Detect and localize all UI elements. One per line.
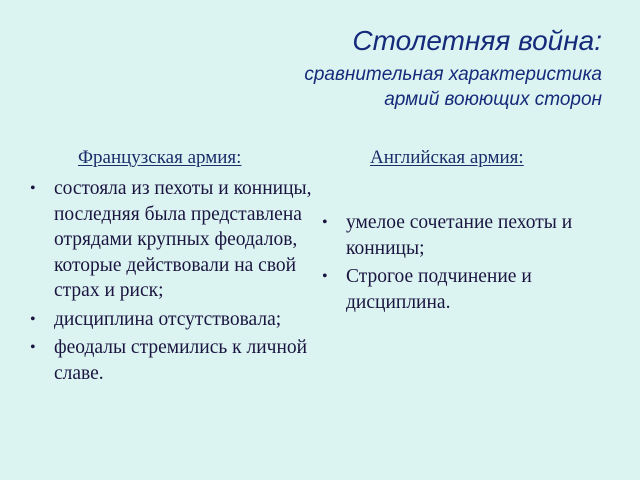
bullet-icon: • bbox=[30, 339, 36, 356]
list-item-text: дисциплина отсутствовала; bbox=[54, 308, 282, 330]
list-item bbox=[30, 335, 315, 386]
english-army-list bbox=[322, 210, 592, 318]
list-item-text: состояла из пехоты и конницы, последняя была представлена отрядами крупных феодалов, которые действовали на свой страх и риск; bbox=[54, 178, 312, 301]
list-item bbox=[30, 176, 315, 304]
list-item bbox=[322, 210, 592, 261]
slide-title: Столетняя война: bbox=[352, 25, 602, 56]
slide-subtitle bbox=[42, 62, 602, 112]
bullet-icon: • bbox=[30, 180, 36, 197]
bullet-icon: • bbox=[322, 268, 328, 285]
list-item bbox=[322, 264, 592, 315]
slide-subtitle-line1: сравнительная характеристика bbox=[304, 64, 602, 85]
french-army-heading: Французская армия: bbox=[78, 147, 242, 168]
english-army-heading: Английская армия: bbox=[370, 147, 524, 168]
slide-subtitle-line2: армий воюющих сторон bbox=[384, 89, 602, 110]
list-item bbox=[30, 307, 315, 333]
slide-title-block bbox=[42, 24, 602, 112]
french-army-list bbox=[30, 176, 315, 389]
bullet-icon: • bbox=[322, 214, 328, 231]
list-item-text: Строгое подчинение и дисциплина. bbox=[346, 266, 532, 313]
list-item-text: умелое сочетание пехоты и конницы; bbox=[346, 212, 573, 259]
bullet-icon: • bbox=[30, 310, 36, 328]
list-item-text: феодалы стремились к личной славе. bbox=[54, 337, 308, 384]
